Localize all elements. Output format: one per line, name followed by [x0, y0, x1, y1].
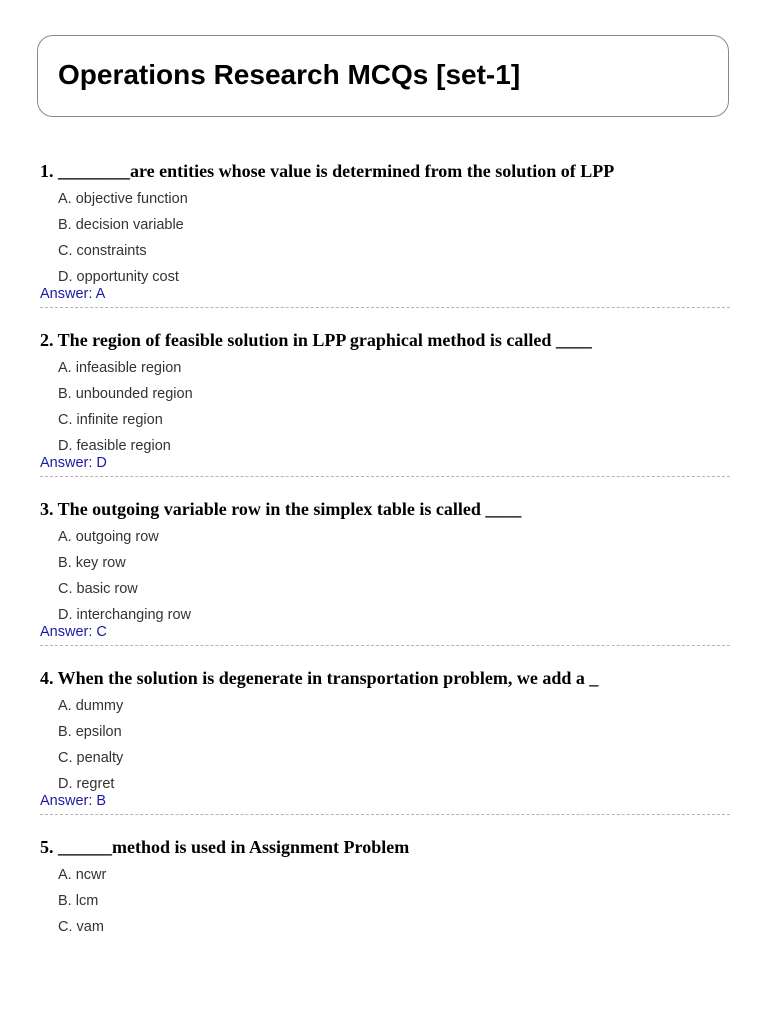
option-d: D. regret: [58, 776, 115, 792]
option-d: D. interchanging row: [58, 607, 191, 623]
option-c: C. penalty: [58, 750, 124, 766]
option-list: [58, 693, 123, 797]
answer-text: Answer: C: [40, 624, 107, 640]
title-box: [37, 35, 729, 117]
option-c: C. vam: [58, 919, 104, 935]
question-divider: [40, 645, 730, 646]
answer-text: Answer: A: [40, 286, 106, 302]
option-d: D. feasible region: [58, 438, 171, 454]
option-b: B. key row: [58, 555, 126, 571]
question-divider: [40, 814, 730, 815]
option-list: [58, 186, 188, 290]
option-c: C. infinite region: [58, 412, 163, 428]
option-a: A. outgoing row: [58, 529, 159, 545]
question-divider: [40, 307, 730, 308]
question-divider: [40, 476, 730, 477]
option-a: A. ncwr: [58, 867, 107, 883]
answer-text: Answer: D: [40, 455, 107, 471]
page-title: Operations Research MCQs [set-1]: [58, 59, 521, 90]
option-list: [58, 524, 191, 628]
option-b: B. decision variable: [58, 217, 184, 233]
option-list: [58, 862, 106, 940]
question-text: 1. ________are entities whose value is determined from the solution of LPP: [40, 161, 615, 181]
option-a: A. objective function: [58, 191, 188, 207]
option-b: B. epsilon: [58, 724, 122, 740]
question-4: [40, 665, 730, 834]
option-a: A. dummy: [58, 698, 124, 714]
option-c: C. constraints: [58, 243, 147, 259]
question-5: [40, 834, 730, 1003]
question-text: 4. When the solution is degenerate in transportation problem, we add a _: [40, 668, 599, 688]
question-list: [40, 158, 730, 1003]
question-1: [40, 158, 730, 327]
option-d: D. opportunity cost: [58, 269, 179, 285]
option-list: [58, 355, 193, 459]
option-b: B. unbounded region: [58, 386, 193, 402]
option-a: A. infeasible region: [58, 360, 182, 376]
option-c: C. basic row: [58, 581, 138, 597]
question-text: 2. The region of feasible solution in LPP graphical method is called ____: [40, 330, 592, 350]
question-2: [40, 327, 730, 496]
question-text: 3. The outgoing variable row in the simplex table is called ____: [40, 499, 522, 519]
option-b: B. lcm: [58, 893, 99, 909]
answer-text: Answer: B: [40, 793, 107, 809]
question-text: 5. ______method is used in Assignment Problem: [40, 837, 410, 857]
question-3: [40, 496, 730, 665]
